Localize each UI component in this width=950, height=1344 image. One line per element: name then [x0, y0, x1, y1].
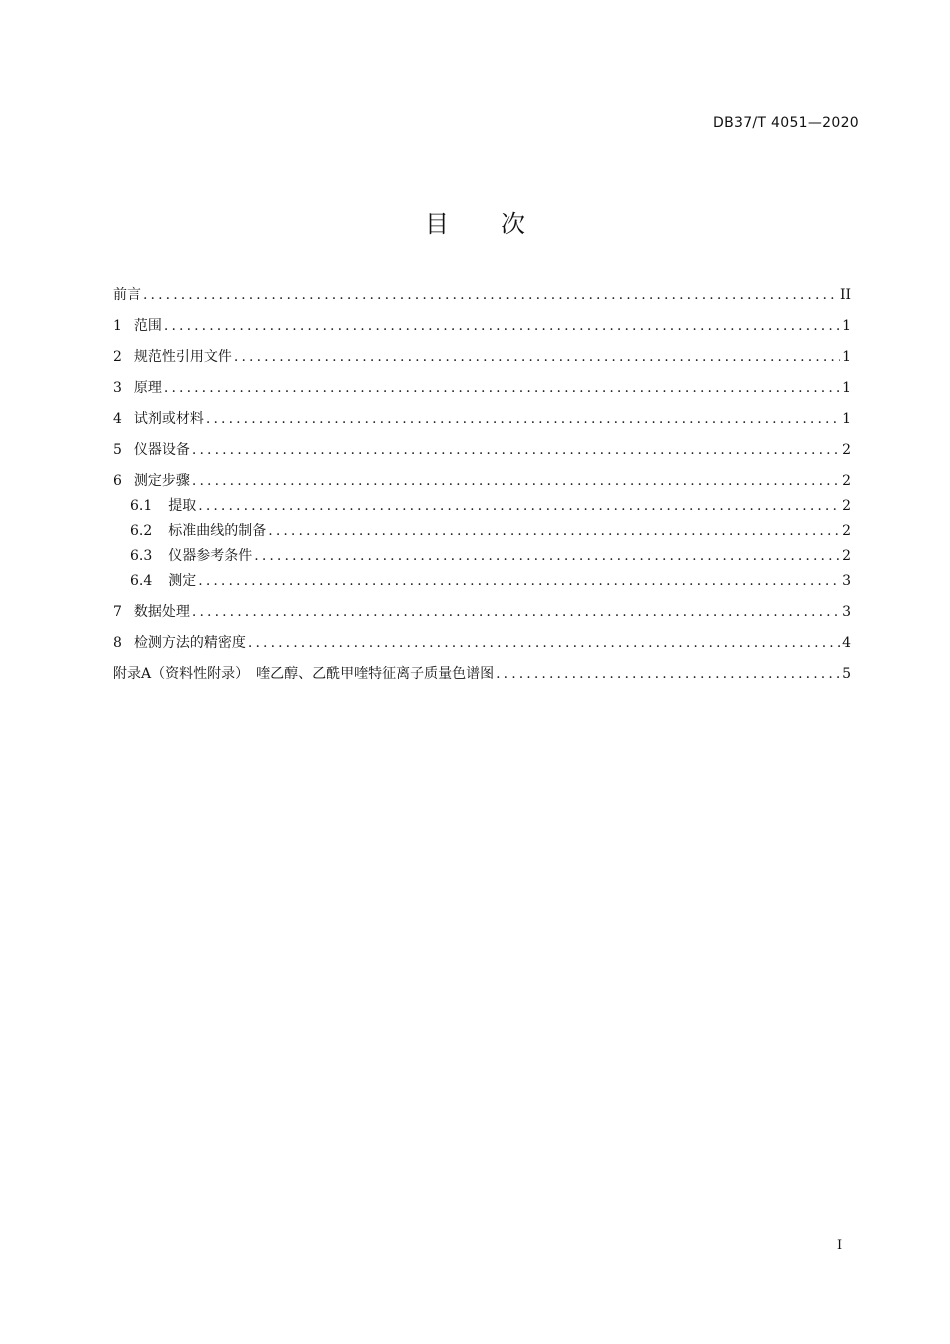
dot-leader — [164, 376, 840, 400]
dot-leader — [206, 407, 840, 431]
toc-entry-number: 4 — [113, 411, 122, 427]
title-char-2: 次 — [501, 210, 525, 238]
toc-entry-title: 测定步骤 — [133, 473, 190, 489]
dot-leader — [254, 544, 840, 568]
document-code: DB37/T 4051—2020 — [713, 115, 859, 131]
dot-leader — [198, 494, 840, 518]
toc-entry-number: 6.1 — [130, 498, 153, 514]
toc-entry-number: 7 — [113, 604, 122, 620]
toc-page-number: 1 — [842, 349, 851, 365]
toc-page-number: 2 — [842, 548, 851, 564]
toc-entry-title: 提取 — [168, 498, 197, 514]
toc-entry-extraction[interactable] — [113, 494, 851, 518]
toc-entry-number: 2 — [113, 349, 122, 365]
toc-page-number: 3 — [842, 604, 851, 620]
toc-page-number: 2 — [842, 473, 851, 489]
dot-leader — [192, 600, 840, 624]
toc-page-number: 5 — [842, 666, 851, 682]
toc-entry-number: 8 — [113, 635, 122, 651]
toc-entry-principle[interactable] — [113, 376, 851, 400]
toc-entry-number: 3 — [113, 380, 122, 396]
toc-entry-appendix-a[interactable] — [113, 662, 851, 686]
toc-page-number: 2 — [842, 498, 851, 514]
toc-page-number: 2 — [842, 442, 851, 458]
dot-leader — [496, 662, 840, 686]
toc-page-number: 1 — [842, 411, 851, 427]
toc-entry-procedure[interactable] — [113, 469, 851, 493]
toc-entry-title: 检测方法的精密度 — [133, 635, 246, 651]
toc-page-number: 1 — [842, 318, 851, 334]
toc-entry-number: 6.2 — [130, 523, 153, 539]
toc-entry-reagents[interactable] — [113, 407, 851, 431]
toc-entry-title: 测定 — [168, 573, 197, 589]
toc-entry-number: 1 — [113, 318, 122, 334]
toc-entry-number: 6 — [113, 473, 122, 489]
toc-page-number: 4 — [842, 635, 851, 651]
table-of-contents — [113, 283, 851, 693]
toc-entry-number: 5 — [113, 442, 122, 458]
toc-page-number: 1 — [842, 380, 851, 396]
toc-entry-precision[interactable] — [113, 631, 851, 655]
dot-leader — [198, 569, 840, 593]
toc-entry-determination[interactable] — [113, 569, 851, 593]
toc-entry-instrument-conditions[interactable] — [113, 544, 851, 568]
toc-page-number: II — [839, 287, 851, 303]
toc-entry-title: 原理 — [133, 380, 162, 396]
toc-entry-number: 6.4 — [130, 573, 153, 589]
dot-leader — [143, 283, 838, 307]
dot-leader — [248, 631, 840, 655]
toc-entry-normative-references[interactable] — [113, 345, 851, 369]
toc-entry-foreword[interactable] — [113, 283, 851, 307]
toc-page-number: 3 — [842, 573, 851, 589]
toc-entry-title: 数据处理 — [133, 604, 190, 620]
toc-page-number: 2 — [842, 523, 851, 539]
toc-entry-title: 附录A（资料性附录） 喹乙醇、乙酰甲喹特征离子质量色谱图 — [113, 666, 495, 682]
toc-entry-title: 前言 — [113, 287, 141, 303]
toc-entry-instruments[interactable] — [113, 438, 851, 462]
toc-entry-data-processing[interactable] — [113, 600, 851, 624]
title-char-1: 目 — [425, 210, 449, 238]
toc-entry-title: 仪器设备 — [133, 442, 190, 458]
toc-entry-title: 标准曲线的制备 — [168, 523, 267, 539]
dot-leader — [268, 519, 840, 543]
toc-entry-number: 6.3 — [130, 548, 153, 564]
toc-entry-title: 试剂或材料 — [133, 411, 204, 427]
toc-entry-title: 规范性引用文件 — [133, 349, 232, 365]
toc-entry-standard-curve[interactable] — [113, 519, 851, 543]
dot-leader — [164, 314, 840, 338]
toc-entry-scope[interactable] — [113, 314, 851, 338]
toc-entry-title: 仪器参考条件 — [168, 548, 253, 564]
dot-leader — [192, 469, 840, 493]
page-number: I — [837, 1238, 843, 1253]
dot-leader — [234, 345, 840, 369]
page-title — [0, 204, 950, 239]
toc-entry-title: 范围 — [133, 318, 162, 334]
dot-leader — [192, 438, 840, 462]
